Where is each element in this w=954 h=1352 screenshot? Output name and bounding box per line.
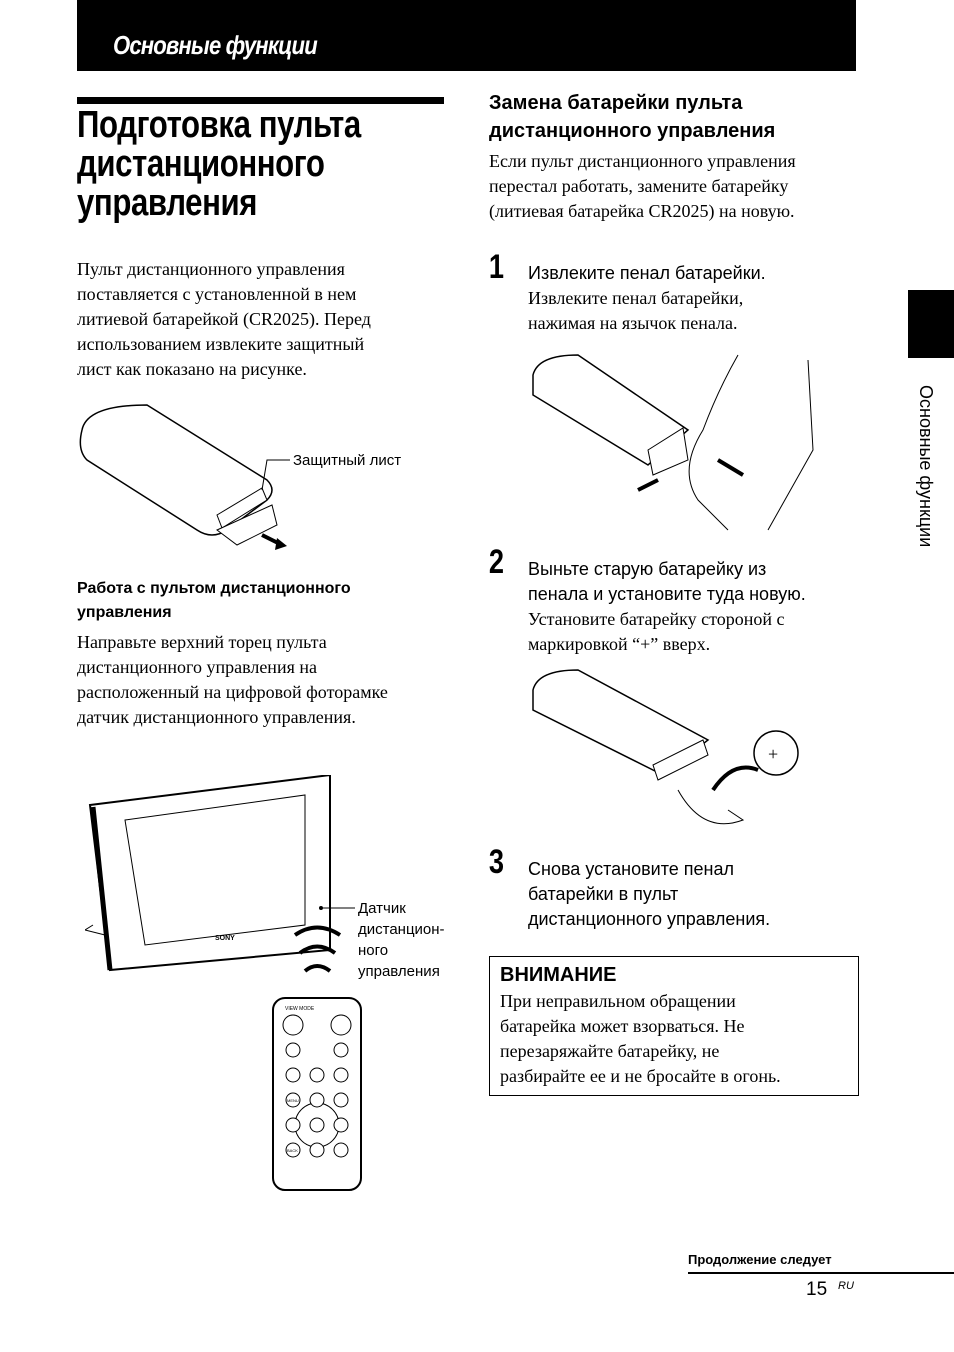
step-title: дистанционного управления. <box>528 909 771 929</box>
text-line: Пульт дистанционного управления <box>77 259 345 279</box>
brand-logo: SONY <box>215 935 235 942</box>
warning-line: При неправильном обращении <box>500 991 736 1011</box>
text-line: использованием извлеките защитный <box>77 334 365 354</box>
step-1 <box>528 261 766 336</box>
page-number: 15 <box>806 1279 828 1300</box>
warning-box <box>489 956 859 1096</box>
step-title: Выньте старую батарейку из <box>528 559 767 579</box>
text-line: (литиевая батарейка CR2025) на новую. <box>489 201 795 221</box>
step-number: 3 <box>488 843 505 881</box>
label-line: Датчик <box>358 900 406 917</box>
step-number: 2 <box>488 543 505 581</box>
label-line: ного <box>358 942 389 959</box>
photo-frame-illustration <box>85 775 375 1195</box>
sensor-label <box>358 898 445 982</box>
text-line: перестал работать, замените батарейку <box>489 176 789 196</box>
heading-line: Работа с пультом дистанционного <box>77 580 351 597</box>
step-2 <box>528 557 806 657</box>
side-tab <box>908 290 954 358</box>
language-code: RU <box>838 1280 854 1292</box>
title-rule <box>77 97 444 104</box>
view-mode-label: VIEW MODE <box>285 1006 315 1012</box>
section-title: Основные функции <box>113 30 317 60</box>
step-3 <box>528 857 770 932</box>
side-tab-label: Основные функции <box>916 385 936 548</box>
text-line: поставляется с установленной в нем <box>77 284 357 304</box>
menu-label: MENU <box>287 1098 299 1103</box>
heading-line: управления <box>77 604 172 621</box>
label-line: дистанцион- <box>358 921 445 938</box>
footer-rule <box>688 1272 954 1274</box>
warning-title: ВНИМАНИЕ <box>500 964 617 986</box>
step-title: батарейки в пульт <box>528 884 679 904</box>
step-text: Установите батарейку стороной с <box>528 609 785 629</box>
step-number: 1 <box>488 248 505 286</box>
text-line: расположенный на цифровой фоторамке <box>77 682 388 702</box>
intro-text <box>77 257 371 382</box>
protective-sheet-label: Защитный лист <box>293 452 402 469</box>
text-line: литиевой батарейкой (CR2025). Перед <box>77 309 371 329</box>
remote-sheet-illustration <box>77 400 297 560</box>
right-heading <box>489 89 775 145</box>
step-title: Снова установите пенал <box>528 859 735 879</box>
warning-line: батарейка может взорваться. Не <box>500 1016 745 1036</box>
heading-line: дистанционного управления <box>489 120 776 142</box>
step-title: пенала и установите туда новую. <box>528 584 806 604</box>
right-intro <box>489 149 796 224</box>
text-line: датчик дистанционного управления. <box>77 707 356 727</box>
step-text: маркировкой “+” вверх. <box>528 634 711 654</box>
sub-text <box>77 630 388 730</box>
step-text: нажимая на язычок пенала. <box>528 313 738 333</box>
section-header <box>77 0 856 71</box>
warning-line: разбирайте ее и не бросайте в огонь. <box>500 1066 781 1086</box>
step-text: Извлеките пенал батарейки, <box>528 288 744 308</box>
text-line: Если пульт дистанционного управления <box>489 151 796 171</box>
remove-tray-illustration <box>528 350 818 535</box>
svg-text:+: + <box>768 744 779 764</box>
warning-line: перезаряжайте батарейку, не <box>500 1041 720 1061</box>
text-line: лист как показано на рисунке. <box>77 359 307 379</box>
replace-battery-illustration <box>528 665 818 845</box>
label-line: управления <box>358 963 440 980</box>
back-label: BACK <box>287 1148 298 1153</box>
step-title: Извлеките пенал батарейки. <box>528 263 766 283</box>
sub-heading <box>77 577 351 625</box>
page-title: Подготовка пульта дистанционного управления <box>77 104 361 224</box>
text-line: Направьте верхний торец пульта <box>77 632 327 652</box>
continued-label: Продолжение следует <box>688 1252 832 1267</box>
heading-line: Замена батарейки пульта <box>489 92 743 114</box>
text-line: дистанционного управления на <box>77 657 317 677</box>
